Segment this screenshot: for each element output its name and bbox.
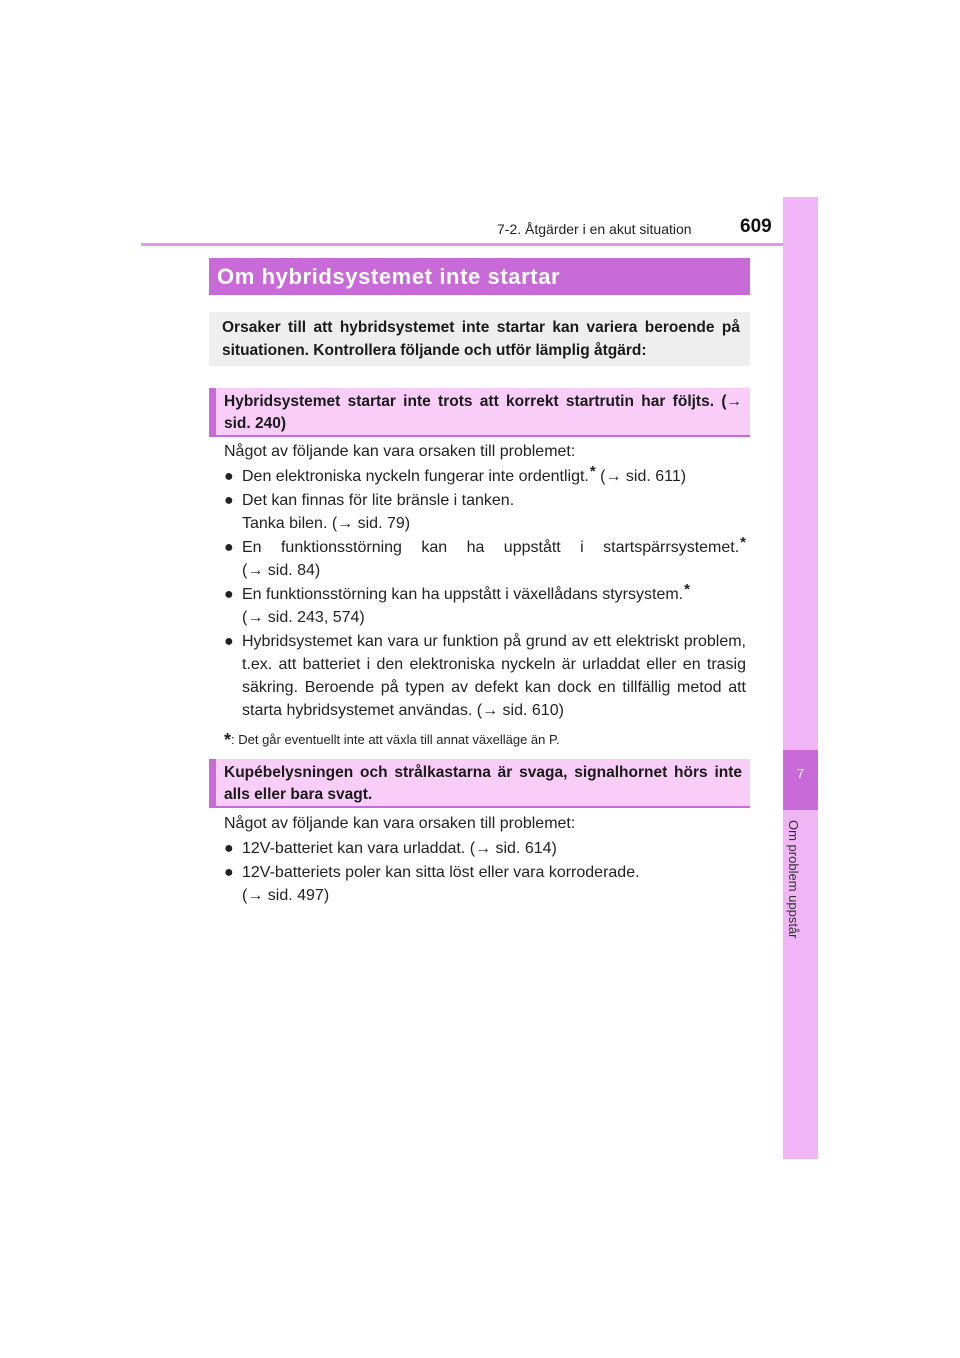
list-item xyxy=(224,630,746,722)
footnote xyxy=(224,728,560,749)
page-number: 609 xyxy=(740,216,772,237)
list-item-text: En funktionsstörning kan ha uppstått i startspärrsystemet. xyxy=(242,539,740,556)
list-item-text: Den elektroniska nyckeln fungerar inte ordentligt. xyxy=(242,468,589,485)
list-item-reference: (→ sid. 84) xyxy=(242,562,321,579)
bullet-icon: ● xyxy=(224,539,234,556)
section-reference: 7-2. Åtgärder i en akut situation xyxy=(497,221,692,237)
bullet-icon: ● xyxy=(224,864,234,881)
section-lead: Något av följande kan vara orsaken till problemet: xyxy=(224,815,576,832)
list-item-text: En funktionsstörning kan ha uppstått i växellådans styrsystem. xyxy=(242,586,684,603)
header-divider xyxy=(141,243,818,246)
bullet-icon: ● xyxy=(224,840,234,857)
chapter-label: Om problem uppstår xyxy=(786,820,801,939)
list-item xyxy=(224,837,746,860)
list-item xyxy=(224,465,746,488)
list-item-text: 12V-batteriet kan vara urladdat. (→ sid. 614) xyxy=(242,840,557,857)
section-heading-start-failure: Hybridsystemet startar inte trots att korrekt startrutin har följts. (→ sid. 240) xyxy=(209,388,750,437)
list-item-reference: (→ sid. 243, 574) xyxy=(242,609,365,626)
list-item-reference: (→ sid. 497) xyxy=(242,887,330,904)
list-item-text: 12V-batteriets poler kan sitta löst eller vara korroderade. xyxy=(242,864,640,881)
list-item-reference: Tanka bilen. (→ sid. 79) xyxy=(242,515,411,532)
bullet-icon: ● xyxy=(224,468,234,485)
list-item xyxy=(224,583,746,629)
page-title: Om hybridsystemet inte startar xyxy=(209,258,750,295)
intro-text: Orsaker till att hybridsystemet inte startar kan variera beroende på situationen. Kontrollera följande och utför lämplig åtgärd: xyxy=(209,312,750,366)
bullet-icon: ● xyxy=(224,633,234,650)
cause-list xyxy=(224,465,746,723)
list-item xyxy=(224,861,746,907)
footnote-marker: * xyxy=(589,463,596,480)
list-item-reference: (→ sid. 611) xyxy=(595,468,687,485)
footnote-text: : Det går eventuellt inte att växla till annat växelläge än P. xyxy=(231,732,560,747)
cause-list xyxy=(224,837,746,908)
footnote-marker: * xyxy=(740,534,746,551)
section-heading-weak-battery: Kupébelysningen och strålkastarna är svaga, signalhornet hörs inte alls eller bara svagt. xyxy=(209,759,750,808)
chapter-number: 7 xyxy=(796,766,805,781)
chapter-side-tab xyxy=(783,197,818,1159)
bullet-icon: ● xyxy=(224,586,234,603)
section-lead: Något av följande kan vara orsaken till problemet: xyxy=(224,443,576,460)
list-item xyxy=(224,536,746,582)
footnote-star: * xyxy=(224,730,232,750)
list-item xyxy=(224,489,746,535)
list-item-text: Hybridsystemet kan vara ur funktion på grund av ett elektriskt problem, t.ex. att batteriet i den elektroniska nyckeln är urladdat eller en trasig säkring. Beroende på typen av defekt kan dock en tillfällig metod att starta hybridsystemet användas. (→ sid. 610) xyxy=(242,633,746,719)
list-item-text: Det kan finnas för lite bränsle i tanken. xyxy=(242,492,515,509)
footnote-marker: * xyxy=(684,581,690,598)
bullet-icon: ● xyxy=(224,492,234,509)
